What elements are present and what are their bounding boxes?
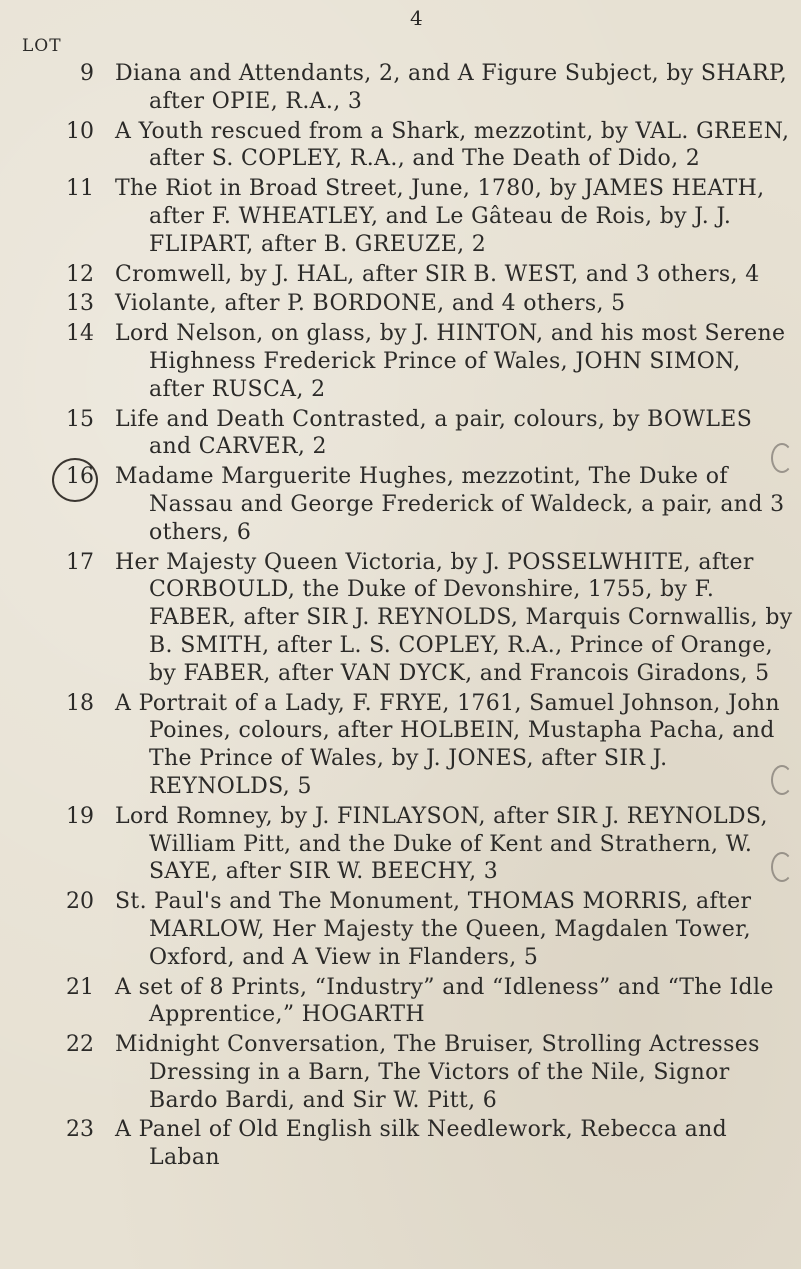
lot-description: Madame Marguerite Hughes, mezzotint, The Duke of Nassau and George Frederick of Waldeck, a pair, and 3 others, 6 — [115, 464, 785, 545]
lot-description: A Panel of Old English silk Needlework, Rebecca and Laban — [115, 1117, 728, 1171]
lot-entry — [0, 320, 801, 403]
lot-entry — [0, 888, 801, 971]
lot-number: 19 — [66, 803, 94, 829]
lot-number: 17 — [66, 549, 94, 575]
lot-number: 16 — [66, 464, 94, 490]
lot-entry — [0, 1116, 801, 1172]
lot-description: The Riot in Broad Street, June, 1780, by JAMES HEATH, after F. WHEATLEY, and Le Gâteau de Rois, by J. J. FLIPART, after B. GREUZE, 2 — [115, 176, 765, 257]
lot-entry — [0, 60, 801, 116]
lot-entry — [0, 175, 801, 258]
lot-number: 12 — [66, 261, 94, 287]
lot-number: 20 — [66, 889, 94, 915]
lot-description: Violante, after P. BORDONE, and 4 others, 5 — [115, 291, 626, 317]
lot-description: A Portrait of a Lady, F. FRYE, 1761, Samuel Johnson, John Poines, colours, after HOLBEIN, Mustapha Pacha, and The Prince of Wales, by J. JONES, after SIR J. REYNOLDS, 5 — [115, 690, 780, 799]
lot-description: A Youth rescued from a Shark, mezzotint, by VAL. GREEN, after S. COPLEY, R.A., and The Death of Dido, 2 — [115, 118, 790, 172]
lot-description: St. Paul's and The Monument, THOMAS MORRIS, after MARLOW, Her Majesty the Queen, Magdalen Tower, Oxford, and A View in Flanders, 5 — [115, 889, 752, 970]
lot-number: 14 — [66, 321, 94, 347]
lot-entry — [0, 803, 801, 886]
lot-number: 13 — [66, 291, 94, 317]
lot-description: Her Majesty Queen Victoria, by J. POSSELWHITE, after CORBOULD, the Duke of Devonshire, 1755, by F. FABER, after SIR J. REYNOLDS, Marquis Cornwallis, by B. SMITH, after L. S. COPLEY, R.A., Prince of Orange, by FABER, after VAN DYCK, and Francois Giradons, 5 — [115, 549, 793, 686]
lot-entry — [0, 261, 801, 289]
lot-entry — [0, 549, 801, 688]
lot-number: 15 — [66, 406, 94, 432]
lot-number: 23 — [66, 1117, 94, 1143]
lot-list — [0, 60, 801, 1174]
lot-description: Midnight Conversation, The Bruiser, Strolling Actresses Dressing in a Barn, The Victors of the Nile, Signor Bardo Bardi, and Sir W. Pitt, 6 — [115, 1032, 760, 1113]
lot-entry — [0, 690, 801, 801]
lot-number: 21 — [66, 974, 94, 1000]
lot-entry — [0, 118, 801, 174]
lot-description: Lord Romney, by J. FINLAYSON, after SIR J. REYNOLDS, William Pitt, and the Duke of Kent and Strathern, W. SAYE, after SIR W. BEECHY, 3 — [115, 803, 768, 885]
lot-entry — [0, 1031, 801, 1114]
lot-number: 10 — [66, 118, 94, 144]
lot-description: Diana and Attendants, 2, and A Figure Subject, by SHARP, after OPIE, R.A., 3 — [115, 61, 788, 114]
lot-description: A set of 8 Prints, “Industry” and “Idleness” and “The Idle Apprentice,” HOGARTH — [115, 974, 774, 1028]
lot-entry — [0, 463, 801, 546]
lot-entry — [0, 406, 801, 462]
page-number: 4 — [410, 6, 424, 30]
lot-number: 22 — [66, 1032, 94, 1058]
lot-entry — [0, 974, 801, 1030]
lot-description: Lord Nelson, on glass, by J. HINTON, and his most Serene Highness Frederick Prince of Wales, JOHN SIMON, after RUSCA, 2 — [115, 321, 786, 402]
lot-description: Life and Death Contrasted, a pair, colours, by BOWLES and CARVER, 2 — [115, 406, 753, 460]
lot-number: 11 — [66, 176, 94, 202]
lot-column-header: LOT — [22, 36, 62, 56]
lot-number: 9 — [80, 61, 94, 86]
lot-number: 18 — [66, 690, 94, 716]
lot-entry — [0, 290, 801, 318]
lot-description: Cromwell, by J. HAL, after SIR B. WEST, and 3 others, 4 — [115, 261, 760, 287]
